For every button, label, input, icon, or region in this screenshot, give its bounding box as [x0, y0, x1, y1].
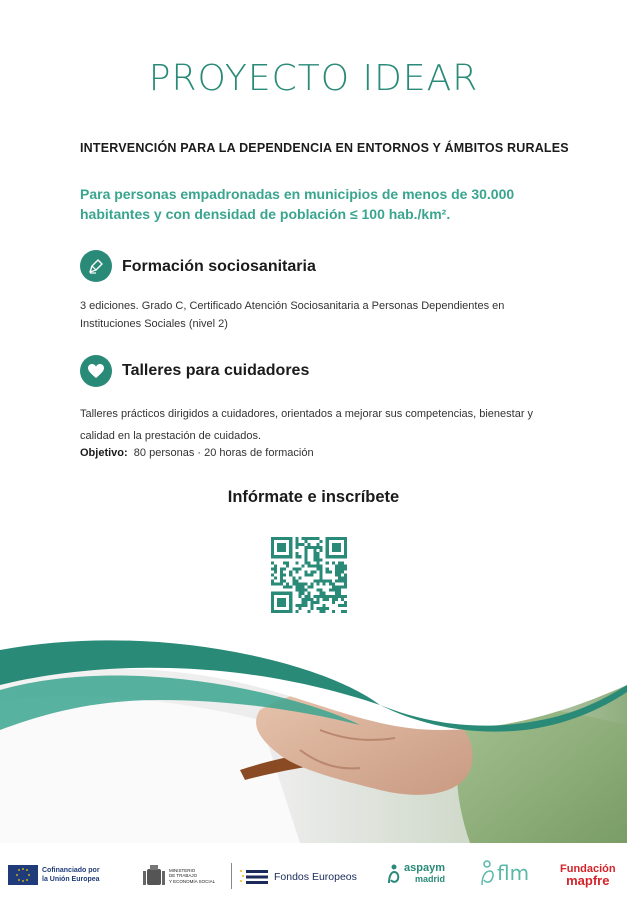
section-talleres-text: Talleres prácticos dirigidos a cuidadores, orientados a mejorar sus competencias, bienestar y calidad en la prestación de cuidados.: [80, 408, 534, 442]
section-talleres-title: Talleres para cuidadores: [122, 362, 310, 379]
eu-logo: [8, 865, 100, 885]
poster-subtitle: INTERVENCIÓN PARA LA DEPENDENCIA EN ENTORNOS Y ÁMBITOS RURALES: [80, 141, 569, 155]
coat-of-arms-icon: [142, 863, 166, 889]
flm-icon: [478, 859, 496, 887]
heart-icon: [80, 355, 112, 387]
aspaym-logo: [386, 863, 445, 885]
section-formacion-text: 3 ediciones. Grado C, Certificado Atención Sociosanitaria a Personas Dependientes en Instituciones Sociales (nivel 2): [80, 300, 505, 330]
fondos-text: Fondos Europeos: [274, 871, 357, 883]
hero-photo: [0, 630, 627, 843]
target-audience: Para personas empadronadas en municipios de menos de 30.000 habitantes y con densidad de población ≤ 100 hab./km².: [80, 186, 515, 222]
flm-text: flm: [497, 861, 530, 885]
eu-text-line1: Cofinanciado por: [42, 867, 100, 874]
section-formacion-title: Formación sociosanitaria: [122, 258, 316, 275]
footer-divider: [231, 863, 232, 889]
mapfre-text-line1: Fundación: [560, 863, 616, 875]
poster-title: PROYECTO IDEAR: [148, 58, 479, 99]
pen-icon: [80, 250, 112, 282]
objetivo-line: [80, 444, 560, 462]
mapfre-text-line2: mapfre: [566, 873, 610, 888]
aspaym-text: aspaym: [404, 862, 445, 874]
ministry-line2: DE TRABAJO: [169, 873, 198, 879]
footer-logos: [0, 843, 627, 903]
flm-logo: [478, 859, 529, 887]
eu-flag-icon: [8, 865, 38, 885]
aspaym-icon: [386, 863, 402, 885]
ministry-line1: MINISTERIO: [169, 867, 196, 873]
objetivo-label: Objetivo:: [80, 447, 128, 459]
mapfre-logo: [560, 863, 616, 887]
objetivo-value: 80 personas · 20 horas de formación: [133, 447, 314, 459]
cta-heading: Infórmate e inscríbete: [227, 488, 400, 506]
ministry-line3: Y ECONOMÍA SOCIAL: [169, 878, 216, 884]
fondos-europeos-logo: [238, 867, 357, 887]
ministry-logo: [142, 863, 215, 889]
fondos-icon: [238, 867, 270, 887]
eu-text-line2: la Unión Europea: [42, 876, 100, 883]
qr-code[interactable]: [271, 537, 347, 613]
aspaym-madrid-text: madrid: [414, 874, 445, 884]
